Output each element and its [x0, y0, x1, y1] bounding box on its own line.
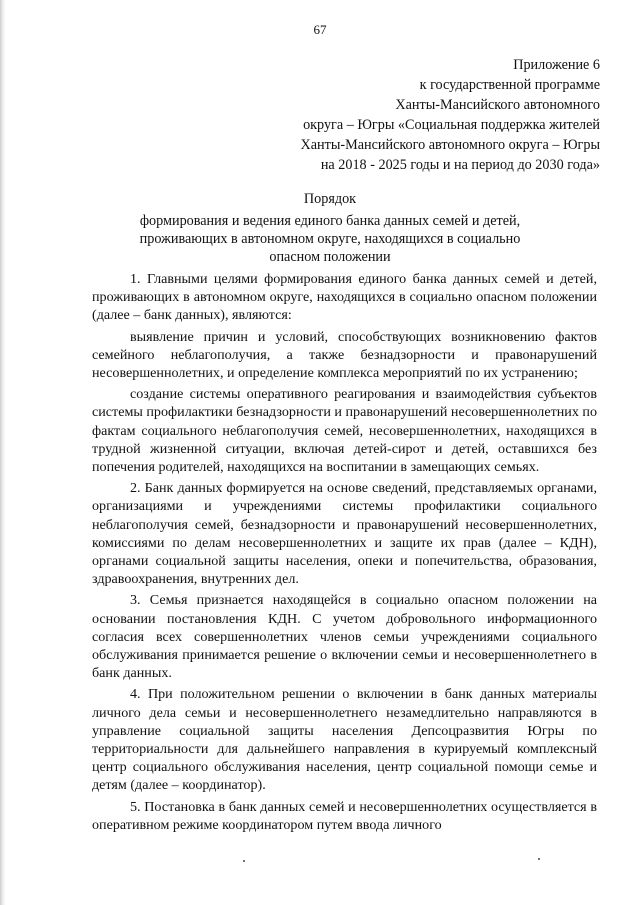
paragraph-5: 5. Постановка в банк данных семей и несовершеннолетних осуществляется в оперативном режиме координатором путем ввода личного	[92, 798, 597, 833]
title-line: опасном положении	[269, 249, 391, 265]
page-number: 67	[313, 22, 327, 37]
title-heading: Порядок	[303, 191, 357, 207]
appendix-line: округа – Югры «Социальная поддержка жителей	[303, 117, 600, 133]
appendix-line: Ханты-Мансийского автономного округа – Югры	[300, 137, 600, 153]
scan-speck	[538, 858, 540, 860]
appendix-line: на 2018 - 2025 годы и на период до 2030 года»	[320, 157, 600, 173]
paragraph-1: 1. Главными целями формирования единого банка данных семей и детей, проживающих в автономном округе, находящихся в социально опасном положении (далее – банк данных), являются:	[92, 271, 597, 324]
paragraph-1-item-1: выявление причин и условий, способствующих возникновению фактов семейного неблагополучия, а также безнадзорности и правонарушений несовершеннолетних, и определение комплекса мероприятий по их устранению;	[92, 328, 597, 382]
title-line: формирования и ведения единого банка данных семей и детей,	[139, 213, 521, 229]
scan-edge	[0, 0, 6, 905]
paragraph-1-item-2: создание системы оперативного реагирования и взаимодействия субъектов системы профилактики безнадзорности и правонарушений несовершеннолетних по фактам социального неблагополучия семей, несовершеннолетних, находящихся в трудной жизненной ситуации, включая детей-сирот и детей, оставшихся без попечения родителей, находящихся на воспитании в замещающих семьях.	[92, 386, 597, 476]
paragraph-4: 4. При положительном решении о включении в банк данных материалы личного дела семьи и несовершеннолетнего незамедлительно направляются в управление социальной защиты населения Депсоцразвития Югры по территориальности для дальнейшего направления в курируемый комплексный центр социального обслуживания населения, центр социальной помощи семье и детям (далее – координатор).	[92, 686, 597, 794]
document-title	[80, 190, 580, 266]
document-body	[92, 270, 597, 837]
appendix-line: Ханты-Мансийского автономного	[395, 97, 600, 113]
appendix-line: к государственной программе	[419, 77, 600, 93]
scan-speck	[243, 860, 245, 862]
appendix-block	[240, 55, 600, 175]
paragraph-2: 2. Банк данных формируется на основе сведений, представляемых органами, организациями и учреждениями системы профилактики социального неблагополучия семей, безнадзорности и правонарушений несовершеннолетних, комиссиями по делам несовершеннолетних и защите их прав (далее – КДН), органами социальной защиты населения, опеки и попечительства, образования, здравоохранения, внутренних дел.	[92, 480, 597, 588]
title-line: проживающих в автономном округе, находящихся в социально	[139, 231, 521, 247]
paragraph-3: 3. Семья признается находящейся в социально опасном положении на основании постановления КДН. С учетом добровольного информационного согласия всех совершеннолетних членов семьи учреждениями социального обслуживания принимается решение о включении семьи и несовершеннолетнего в банк данных.	[92, 592, 597, 682]
appendix-line: Приложение 6	[513, 57, 600, 73]
